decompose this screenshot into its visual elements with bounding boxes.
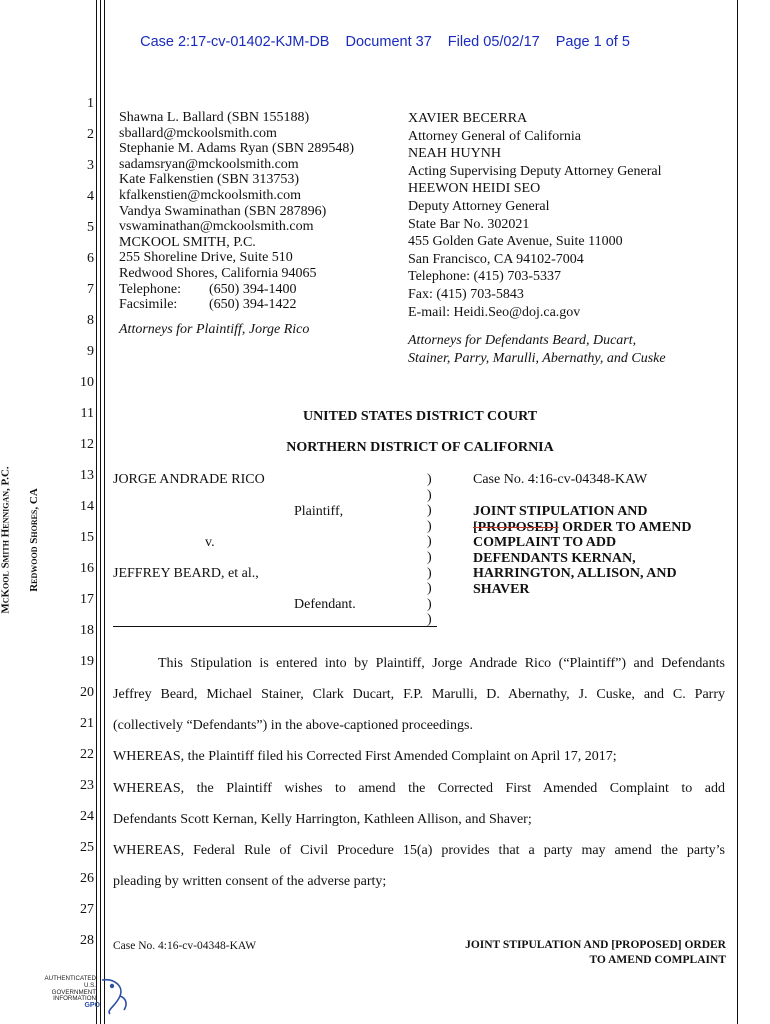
whereas-2-cont: Defendants Scott Kernan, Kelly Harrington, Kathleen Allison, and Shaver; bbox=[113, 812, 532, 827]
counsel-line: 455 Golden Gate Avenue, Suite 11000 bbox=[408, 234, 623, 250]
margin-rule-left-1 bbox=[96, 0, 97, 1024]
line-number: 19 bbox=[80, 654, 94, 669]
telephone-label: Telephone: bbox=[119, 281, 181, 297]
counsel-line: Deputy Attorney General bbox=[408, 198, 550, 214]
counsel-line: Shawna L. Ballard (SBN 155188) bbox=[119, 110, 310, 125]
whereas-3: WHEREAS, Federal Rule of Civil Procedure 15(a) provides that a party may amend the party’s bbox=[113, 843, 725, 858]
document-title bbox=[473, 504, 691, 598]
gpo-seal-line: INFORMATION bbox=[53, 995, 96, 1003]
gpo-seal-line: U.S. GOVERNMENT bbox=[51, 981, 96, 996]
caption-versus: v. bbox=[205, 535, 215, 550]
line-number: 1 bbox=[87, 96, 94, 111]
line-number: 12 bbox=[80, 437, 94, 452]
line-number: 8 bbox=[87, 313, 94, 328]
whereas-3-cont: pleading by written consent of the adverse party; bbox=[113, 874, 387, 889]
whereas-1: WHEREAS, the Plaintiff filed his Corrected First Amended Complaint on April 17, 2017; bbox=[113, 749, 617, 764]
counsel-line: Fax: (415) 703-5843 bbox=[408, 286, 524, 302]
line-number: 26 bbox=[80, 871, 94, 886]
firm-facsimile bbox=[119, 297, 354, 313]
line-number: 27 bbox=[80, 902, 94, 917]
gpo-authentication-seal bbox=[40, 976, 130, 1016]
line-number: 2 bbox=[87, 127, 94, 142]
firm-name: MCKOOL SMITH, P.C. bbox=[119, 234, 256, 250]
caption-defendant-role: Defendant. bbox=[294, 597, 356, 612]
line-number: 17 bbox=[80, 592, 94, 607]
counsel-line: Stephanie M. Adams Ryan (SBN 289548) bbox=[119, 141, 355, 157]
title-line: SHAVER bbox=[473, 581, 530, 597]
counsel-line: State Bar No. 302021 bbox=[408, 216, 530, 232]
facsimile-value: (650) 394-1422 bbox=[209, 297, 297, 313]
counsel-line: HEEWON HEIDI SEO bbox=[408, 181, 541, 197]
margin-rule-right bbox=[737, 0, 738, 1024]
line-number: 13 bbox=[80, 468, 94, 483]
firm-address: Redwood Shores, California 94065 bbox=[119, 265, 317, 281]
court-district: NORTHERN DISTRICT OF CALIFORNIA bbox=[286, 440, 554, 455]
counsel-email: kfalkenstien@mckoolsmith.com bbox=[119, 187, 302, 203]
line-number: 9 bbox=[87, 344, 94, 359]
footer-title bbox=[465, 938, 726, 968]
line-number: 22 bbox=[80, 747, 94, 762]
caption-parentheses: ) ) ) ) ) ) ) ) ) ) bbox=[427, 472, 432, 628]
counsel-line: XAVIER BECERRA bbox=[408, 111, 528, 126]
margin-rule-left-3 bbox=[104, 0, 105, 1024]
title-line bbox=[473, 520, 691, 536]
header-document: Document 37 bbox=[345, 34, 432, 50]
counsel-email: E-mail: Heidi.Seo@doj.ca.gov bbox=[408, 304, 581, 320]
counsel-line: Vandya Swaminathan (SBN 287896) bbox=[119, 203, 327, 219]
line-number: 10 bbox=[80, 375, 94, 390]
footer-case-number: Case No. 4:16-cv-04348-KAW bbox=[113, 940, 257, 952]
line-number: 20 bbox=[80, 685, 94, 700]
margin-rule-left-2 bbox=[100, 0, 101, 1024]
whereas-2: WHEREAS, the Plaintiff wishes to amend the Corrected First Amended Complaint to add bbox=[113, 781, 725, 796]
line-number: 14 bbox=[80, 499, 94, 514]
caption-defendant: JEFFREY BEARD, et al., bbox=[113, 566, 259, 581]
line-number: 24 bbox=[80, 809, 94, 824]
line-number: 28 bbox=[80, 933, 94, 948]
counsel-email: vswaminathan@mckoolsmith.com bbox=[119, 219, 314, 235]
counsel-line: NEAH HUYNH bbox=[408, 146, 501, 162]
struck-proposed: [PROPOSED] bbox=[473, 519, 559, 535]
header-case: Case 2:17-cv-01402-KJM-DB bbox=[140, 34, 330, 50]
line-number: 7 bbox=[87, 282, 94, 297]
title-line: HARRINGTON, ALLISON, AND bbox=[473, 566, 677, 582]
line-number: 21 bbox=[80, 716, 94, 731]
counsel-line: Telephone: (415) 703-5337 bbox=[408, 269, 561, 285]
caption-rule bbox=[113, 626, 437, 627]
body-line: (collectively “Defendants”) in the above-captioned proceedings. bbox=[113, 718, 473, 733]
caption-plaintiff: JORGE ANDRADE RICO bbox=[113, 472, 265, 487]
counsel-email: sballard@mckoolsmith.com bbox=[119, 125, 277, 141]
defense-attorneys-for-1: Attorneys for Defendants Beard, Ducart, bbox=[408, 333, 637, 349]
title-line: DEFENDANTS KERNAN, bbox=[473, 550, 636, 566]
gpo-seal-line: AUTHENTICATED bbox=[44, 975, 96, 982]
body-line: Jeffrey Beard, Michael Stainer, Clark Ducart, F.P. Marulli, D. Abernathy, J. Cuske, and C. Parry bbox=[113, 687, 725, 702]
title-order: ORDER TO AMEND bbox=[558, 519, 692, 535]
line-number: 3 bbox=[87, 158, 94, 173]
counsel-line: San Francisco, CA 94102-7004 bbox=[408, 251, 584, 267]
telephone-value: (650) 394-1400 bbox=[209, 281, 297, 297]
footer-title-line: TO AMEND COMPLAINT bbox=[589, 954, 726, 966]
line-number: 6 bbox=[87, 251, 94, 266]
title-line: COMPLAINT TO ADD bbox=[473, 535, 617, 551]
gpo-seal-mark: GPO bbox=[84, 1002, 100, 1010]
footer-title-line: JOINT STIPULATION AND [PROPOSED] ORDER bbox=[465, 939, 726, 951]
line-number: 25 bbox=[80, 840, 94, 855]
line-number: 15 bbox=[80, 530, 94, 545]
plaintiff-attorneys-for: Attorneys for Plaintiff, Jorge Rico bbox=[119, 321, 310, 337]
line-number: 4 bbox=[87, 189, 94, 204]
counsel-line: Acting Supervising Deputy Attorney General bbox=[408, 163, 662, 179]
body-line: This Stipulation is entered into by Plaintiff, Jorge Andrade Rico (“Plaintiff”) and Defendants bbox=[158, 656, 725, 671]
firm-side-name: McKool Smith Hennigan, P.C. bbox=[0, 466, 12, 614]
line-number: 23 bbox=[80, 778, 94, 793]
firm-address: 255 Shoreline Drive, Suite 510 bbox=[119, 250, 293, 266]
firm-telephone bbox=[119, 282, 354, 298]
title-line: JOINT STIPULATION AND bbox=[473, 504, 648, 519]
case-number: Case No. 4:16-cv-04348-KAW bbox=[473, 472, 648, 487]
eagle-icon bbox=[96, 976, 130, 1016]
ecf-header bbox=[0, 34, 770, 50]
plaintiff-counsel-block bbox=[119, 110, 354, 337]
defense-attorneys-for-2: Stainer, Parry, Marulli, Abernathy, and Cuske bbox=[408, 350, 666, 366]
counsel-line: Attorney General of California bbox=[408, 128, 581, 144]
header-filed: Filed 05/02/17 bbox=[447, 34, 540, 50]
header-page: Page 1 of 5 bbox=[555, 34, 630, 50]
line-number: 5 bbox=[87, 220, 94, 235]
counsel-email: sadamsryan@mckoolsmith.com bbox=[119, 156, 299, 172]
line-number: 16 bbox=[80, 561, 94, 576]
line-number: 11 bbox=[80, 406, 94, 421]
line-number: 18 bbox=[80, 623, 94, 638]
counsel-line: Kate Falkenstien (SBN 313753) bbox=[119, 172, 300, 188]
firm-side-location: Redwood Shores, CA bbox=[27, 488, 40, 592]
defense-counsel-block bbox=[408, 110, 666, 367]
caption-plaintiff-role: Plaintiff, bbox=[294, 504, 344, 519]
court-name: UNITED STATES DISTRICT COURT bbox=[302, 409, 538, 424]
facsimile-label: Facsimile: bbox=[119, 297, 178, 313]
